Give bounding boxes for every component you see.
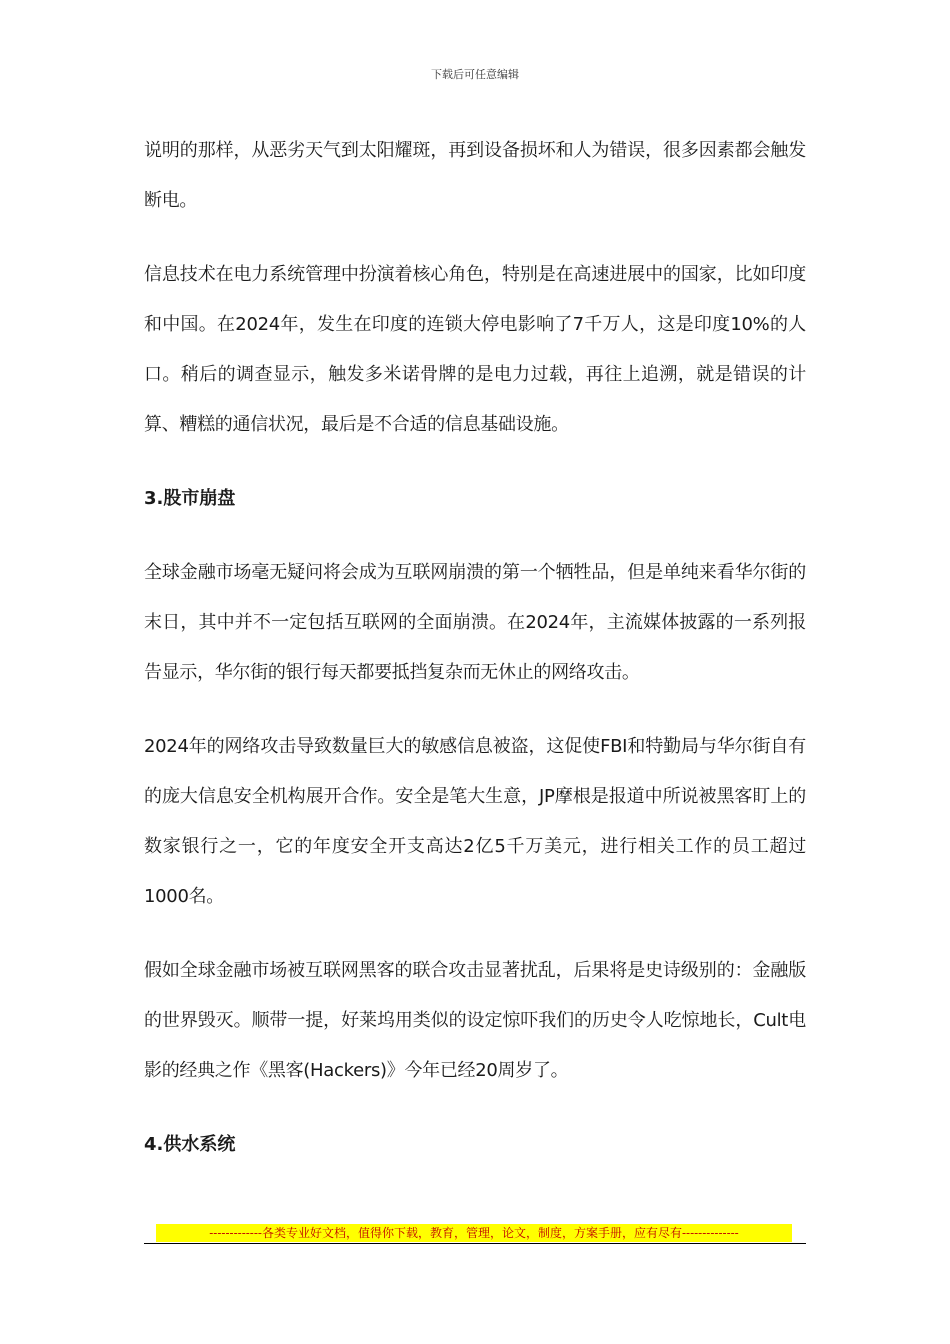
footer-banner: -------------各类专业好文档，值得你下载，教育，管理，论文，制度，方案手册，应有尽有-------------- [156,1224,792,1242]
paragraph-hackers-film: 假如全球金融市场被互联网黑客的联合攻击显著扰乱，后果将是史诗级别的：金融版的世界毁灭。顺带一提，好莱坞用类似的设定惊吓我们的历史令人吃惊地长，Cult电影的经典之作《黑客(Hackers)》今年已经20周岁了。 [144,960,806,1081]
paragraph-power-outage-causes: 说明的那样，从恶劣天气到太阳耀斑，再到设备损坏和人为错误，很多因素都会触发断电。 [144,140,806,211]
section-heading-water-supply: 4.供水系统 [144,1134,236,1155]
paragraph-india-blackout: 信息技术在电力系统管理中扮演着核心角色，特别是在高速进展中的国家，比如印度和中国。在2024年，发生在印度的连锁大停电影响了7千万人，这是印度10%的人口。稍后的调查显示，触发多米诺骨牌的是电力过载，再往上追溯，就是错误的计算、糟糕的通信状况，最后是不合适的信息基础设施。 [144,264,806,435]
page-header: 下载后可任意编辑 [431,68,519,81]
paragraph-financial-markets: 全球金融市场毫无疑问将会成为互联网崩溃的第一个牺牲品，但是单纯来看华尔街的末日，其中并不一定包括互联网的全面崩溃。在2024年，主流媒体披露的一系列报告显示，华尔街的银行每天都要抵挡复杂而无休止的网络攻击。 [144,562,806,683]
paragraph-cyber-attacks: 2024年的网络攻击导致数量巨大的敏感信息被盗，这促使FBI和特勤局与华尔街自有的庞大信息安全机构展开合作。安全是笔大生意，JP摩根是报道中所说被黑客盯上的数家银行之一，它的年度安全开支高达2亿5千万美元，进行相关工作的员工超过1000名。 [144,736,806,907]
section-heading-stock-crash: 3.股市崩盘 [144,488,236,509]
footer-divider [144,1243,806,1244]
document-body [144,126,806,1194]
